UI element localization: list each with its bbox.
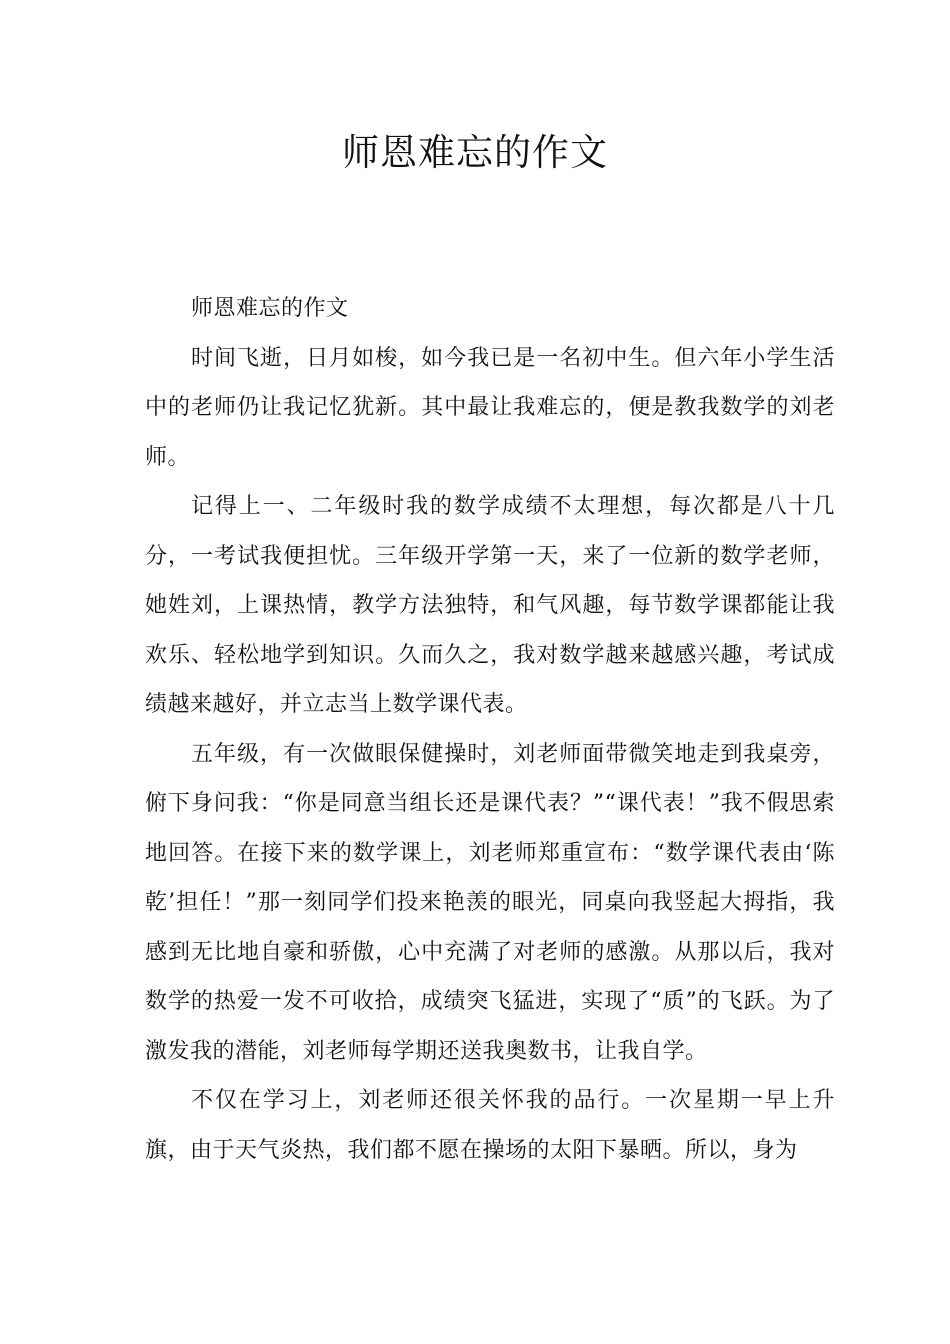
document-body — [145, 284, 835, 1175]
paragraph-intro: 时间飞逝，日月如梭，如今我已是一名初中生。但六年小学生活中的老师仍让我记忆犹新。其中最让我难忘的，便是教我数学的刘老师。 — [145, 345, 835, 470]
paragraph-grade-five: 五年级，有一次做眼保健操时，刘老师面带微笑地走到我桌旁，俯下身问我：“你是同意当组长还是课代表？”“课代表！”我不假思索地回答。在接下来的数学课上，刘老师郑重宣布：“数学课代表由‘陈乾’担任！”那一刻同学们投来艳羡的眼光，同桌向我竖起大拇指，我感到无比地自豪和骄傲，心中充满了对老师的感激。从那以后，我对数学的热爱一发不可收拾，成绩突飞猛进，实现了“质”的飞跃。为了激发我的潜能，刘老师每学期还送我奥数书，让我自学。 — [145, 741, 835, 1064]
paragraph-conduct: 不仅在学习上，刘老师还很关怀我的品行。一次星期一早上升旗，由于天气炎热，我们都不愿在操场的太阳下暴晒。所以，身为 — [145, 1088, 835, 1163]
paragraph-heading: 师恩难忘的作文 — [191, 296, 349, 321]
paragraph-grade-one-two: 记得上一、二年级时我的数学成绩不太理想，每次都是八十几分，一考试我便担忧。三年级开学第一天，来了一位新的数学老师，她姓刘，上课热情，教学方法独特，和气风趣，每节数学课都能让我欢乐、轻松地学到知识。久而久之，我对数学越来越感兴趣，考试成绩越来越好，并立志当上数学课代表。 — [145, 494, 835, 717]
document-title: 师恩难忘的作文 — [342, 131, 608, 174]
